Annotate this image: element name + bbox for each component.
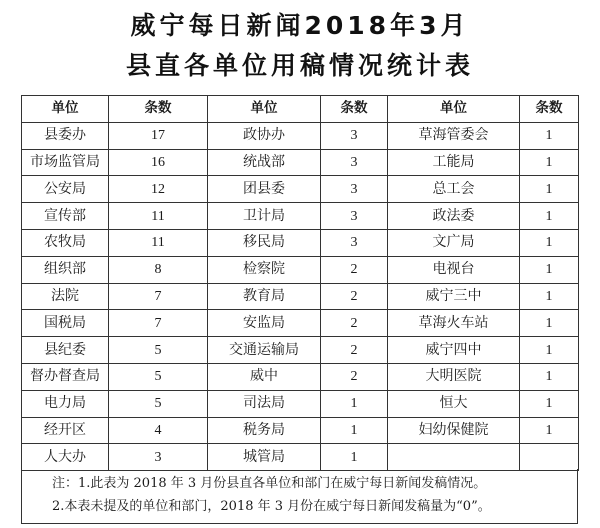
- statistics-table: [21, 95, 579, 471]
- unit-cell: 县纪委: [22, 337, 109, 364]
- unit-cell: 威中: [208, 363, 321, 390]
- note-line-1: 注：1.此表为 2018 年 3 月份县直各单位和部门在威宁每日新闻发稿情况。: [52, 476, 487, 491]
- note-line-2: 2.本表未提及的单位和部门，2018 年 3 月份在威宁每日新闻发稿量为“0”。: [52, 499, 491, 514]
- table-row: [22, 149, 579, 176]
- count-cell: 5: [109, 337, 208, 364]
- unit-cell: 大明医院: [388, 363, 520, 390]
- count-cell: 1: [520, 417, 579, 444]
- count-cell: 5: [109, 390, 208, 417]
- count-cell: 3: [321, 203, 388, 230]
- table-row: [22, 337, 579, 364]
- unit-cell: 经开区: [22, 417, 109, 444]
- count-cell: 1: [321, 390, 388, 417]
- count-cell: 1: [520, 283, 579, 310]
- unit-cell: [388, 444, 520, 471]
- title-line-1: 威宁每日新闻2018年3月: [130, 11, 470, 40]
- unit-cell: 恒大: [388, 390, 520, 417]
- unit-cell: 威宁三中: [388, 283, 520, 310]
- unit-cell: 公安局: [22, 176, 109, 203]
- count-cell: 1: [520, 122, 579, 149]
- unit-cell: 草海火车站: [388, 310, 520, 337]
- title-line-2: 县直各单位用稿情况统计表: [125, 51, 474, 80]
- unit-cell: 安监局: [208, 310, 321, 337]
- unit-cell: 组织部: [22, 256, 109, 283]
- count-cell: 16: [109, 149, 208, 176]
- table-row: [22, 363, 579, 390]
- unit-cell: 城管局: [208, 444, 321, 471]
- unit-cell: 电视台: [388, 256, 520, 283]
- count-cell: 3: [321, 229, 388, 256]
- count-cell: 1: [520, 337, 579, 364]
- unit-cell: 司法局: [208, 390, 321, 417]
- count-cell: 1: [520, 310, 579, 337]
- unit-cell: 宣传部: [22, 203, 109, 230]
- count-cell: 5: [109, 363, 208, 390]
- count-cell: 1: [321, 444, 388, 471]
- unit-cell: 督办督查局: [22, 363, 109, 390]
- count-cell: 2: [321, 310, 388, 337]
- table-header: [22, 96, 579, 123]
- count-cell: 12: [109, 176, 208, 203]
- table-row: [22, 203, 579, 230]
- count-cell: 2: [321, 337, 388, 364]
- count-cell: 3: [321, 176, 388, 203]
- unit-cell: 农牧局: [22, 229, 109, 256]
- table-body: [22, 122, 579, 470]
- table-row: [22, 229, 579, 256]
- unit-cell: 人大办: [22, 444, 109, 471]
- count-cell: 11: [109, 203, 208, 230]
- count-cell: 1: [520, 229, 579, 256]
- header-unit: 单位: [22, 96, 109, 123]
- unit-cell: 移民局: [208, 229, 321, 256]
- unit-cell: 教育局: [208, 283, 321, 310]
- count-cell: 1: [520, 256, 579, 283]
- count-cell: 1: [321, 417, 388, 444]
- count-cell: 2: [321, 256, 388, 283]
- unit-cell: 税务局: [208, 417, 321, 444]
- header-count: 条数: [109, 96, 208, 123]
- count-cell: 1: [520, 203, 579, 230]
- unit-cell: 县委办: [22, 122, 109, 149]
- unit-cell: 检察院: [208, 256, 321, 283]
- count-cell: 1: [520, 176, 579, 203]
- count-cell: 7: [109, 283, 208, 310]
- unit-cell: 法院: [22, 283, 109, 310]
- table-row: [22, 283, 579, 310]
- count-cell: 2: [321, 283, 388, 310]
- unit-cell: 卫计局: [208, 203, 321, 230]
- table-row: [22, 390, 579, 417]
- table-row: [22, 256, 579, 283]
- unit-cell: 总工会: [388, 176, 520, 203]
- header-unit: 单位: [388, 96, 520, 123]
- unit-cell: 市场监管局: [22, 149, 109, 176]
- table-row: [22, 310, 579, 337]
- unit-cell: 工能局: [388, 149, 520, 176]
- unit-cell: 文广局: [388, 229, 520, 256]
- unit-cell: 政协办: [208, 122, 321, 149]
- unit-cell: 政法委: [388, 203, 520, 230]
- unit-cell: 草海管委会: [388, 122, 520, 149]
- count-cell: [520, 444, 579, 471]
- unit-cell: 交通运输局: [208, 337, 321, 364]
- count-cell: 7: [109, 310, 208, 337]
- table-row: [22, 417, 579, 444]
- header-count: 条数: [321, 96, 388, 123]
- header-row: [22, 96, 579, 123]
- count-cell: 2: [321, 363, 388, 390]
- unit-cell: 统战部: [208, 149, 321, 176]
- count-cell: 1: [520, 149, 579, 176]
- unit-cell: 团县委: [208, 176, 321, 203]
- table-row: [22, 444, 579, 471]
- count-cell: 8: [109, 256, 208, 283]
- count-cell: 3: [321, 122, 388, 149]
- count-cell: 4: [109, 417, 208, 444]
- header-count: 条数: [520, 96, 579, 123]
- unit-cell: 威宁四中: [388, 337, 520, 364]
- count-cell: 1: [520, 390, 579, 417]
- unit-cell: 电力局: [22, 390, 109, 417]
- count-cell: 3: [321, 149, 388, 176]
- count-cell: 17: [109, 122, 208, 149]
- unit-cell: 国税局: [22, 310, 109, 337]
- unit-cell: 妇幼保健院: [388, 417, 520, 444]
- table-row: [22, 122, 579, 149]
- header-unit: 单位: [208, 96, 321, 123]
- count-cell: 11: [109, 229, 208, 256]
- table-notes: [21, 469, 578, 524]
- count-cell: 1: [520, 363, 579, 390]
- count-cell: 3: [109, 444, 208, 471]
- table-row: [22, 176, 579, 203]
